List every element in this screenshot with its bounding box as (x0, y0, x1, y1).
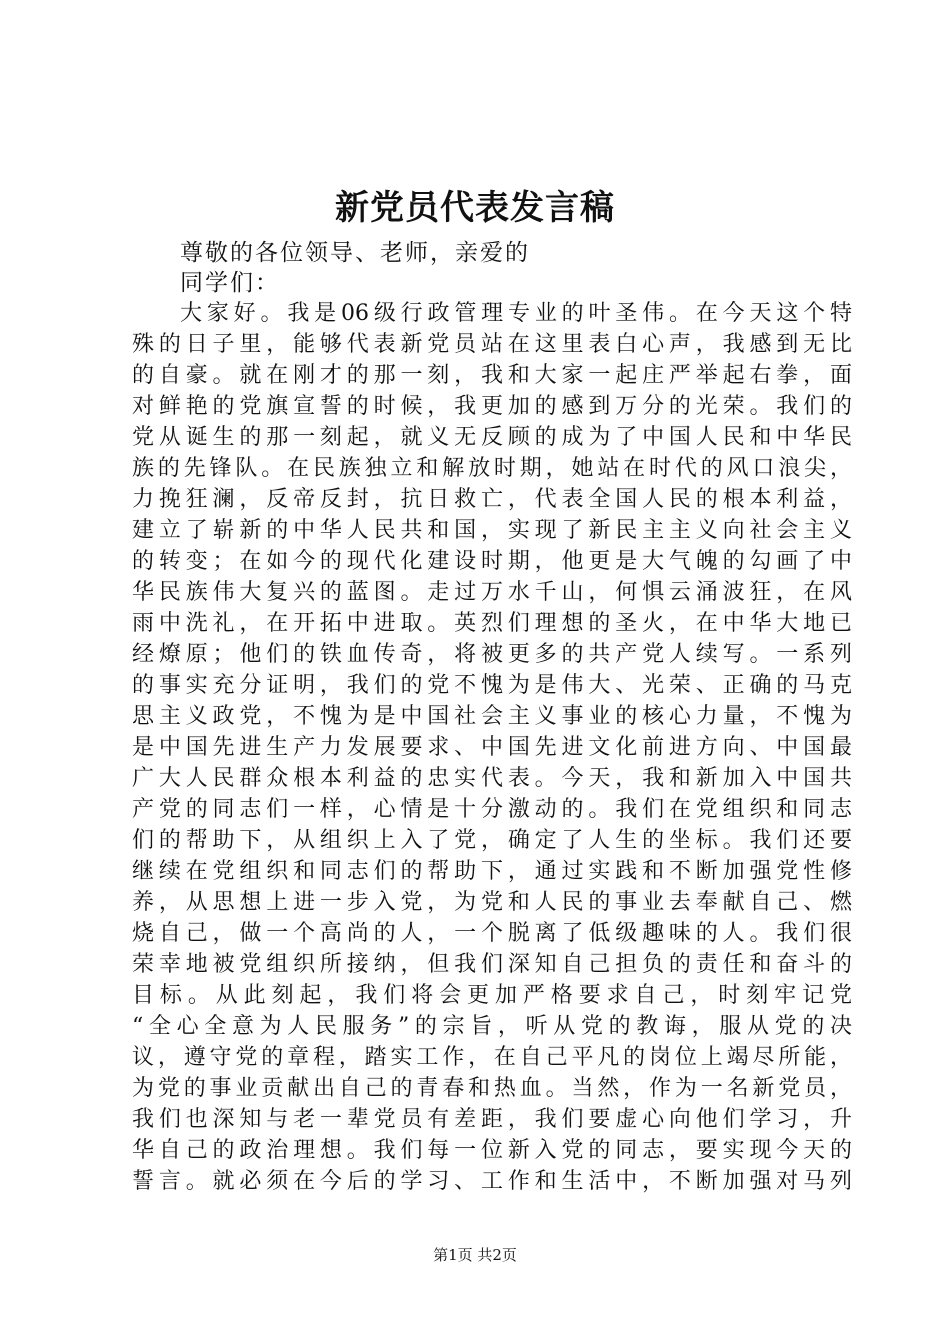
body-line: 力挽狂澜，反帝反封，抗日救亡，代表全国人民的根本利益， (132, 487, 852, 512)
body-line: 经燎原；他们的铁血传奇，将被更多的共产党人续写。一系列 (132, 642, 852, 667)
body-line: 华自己的政治理想。我们每一位新入党的同志，要实现今天的 (132, 1138, 852, 1163)
page-footer: 第1页 共2页 (433, 1246, 517, 1264)
body-line: 烧自己，做一个高尚的人，一个脱离了低级趣味的人。我们很 (132, 921, 852, 946)
body-line: “全心全意为人民服务”的宗旨，听从党的教诲，服从党的决 (132, 1014, 852, 1039)
body-line: 议，遵守党的章程，踏实工作，在自己平凡的岗位上竭尽所能， (132, 1045, 852, 1070)
body-line: 誓言。就必须在今后的学习、工作和生活中，不断加强对马列 (132, 1169, 852, 1194)
body-line: 殊的日子里，能够代表新党员站在这里表白心声，我感到无比 (132, 332, 852, 357)
body-line: 荣幸地被党组织所接纳，但我们深知自己担负的责任和奋斗的 (132, 952, 852, 977)
body-line: 思主义政党，不愧为是中国社会主义事业的核心力量，不愧为 (132, 704, 852, 729)
document-title: 新党员代表发言稿 (335, 188, 615, 228)
body-line: 为党的事业贡献出自己的青春和热血。当然，作为一名新党员， (132, 1076, 852, 1101)
body-line: 华民族伟大复兴的蓝图。走过万水千山，何惧云涌波狂，在风 (132, 580, 852, 605)
greeting-line: 尊敬的各位领导、老师，亲爱的 (180, 240, 530, 266)
body-line: 养，从思想上进一步入党，为党和人民的事业去奉献自己、燃 (132, 890, 852, 915)
body-line: 族的先锋队。在民族独立和解放时期，她站在时代的风口浪尖， (132, 456, 852, 481)
body-line: 继续在党组织和同志们的帮助下，通过实践和不断加强党性修 (132, 859, 852, 884)
body-line: 是中国先进生产力发展要求、中国先进文化前进方向、中国最 (132, 735, 852, 760)
body-line: 我们也深知与老一辈党员有差距，我们要虚心向他们学习，升 (132, 1107, 852, 1132)
body-line: 的转变；在如今的现代化建设时期，他更是大气魄的勾画了中 (132, 549, 852, 574)
body-line: 的自豪。就在刚才的那一刻，我和大家一起庄严举起右拳，面 (132, 363, 852, 388)
body-line: 目标。从此刻起，我们将会更加严格要求自己，时刻牢记党 (132, 983, 852, 1008)
body-line: 对鲜艳的党旗宣誓的时候，我更加的感到万分的光荣。我们的 (132, 394, 852, 419)
body-line: 党从诞生的那一刻起，就义无反顾的成为了中国人民和中华民 (132, 425, 852, 450)
body-line: 雨中洗礼，在开拓中进取。英烈们理想的圣火，在中华大地已 (132, 611, 852, 636)
body-line: 的事实充分证明，我们的党不愧为是伟大、光荣、正确的马克 (132, 673, 852, 698)
greeting-line: 同学们： (180, 270, 280, 296)
body-line: 大家好。我是06级行政管理专业的叶圣伟。在今天这个特 (180, 301, 852, 326)
body-line: 广大人民群众根本利益的忠实代表。今天，我和新加入中国共 (132, 766, 852, 791)
body-line: 们的帮助下，从组织上入了党，确定了人生的坐标。我们还要 (132, 828, 852, 853)
body-line: 建立了崭新的中华人民共和国，实现了新民主主义向社会主义 (132, 518, 852, 543)
body-line: 产党的同志们一样，心情是十分激动的。我们在党组织和同志 (132, 797, 852, 822)
